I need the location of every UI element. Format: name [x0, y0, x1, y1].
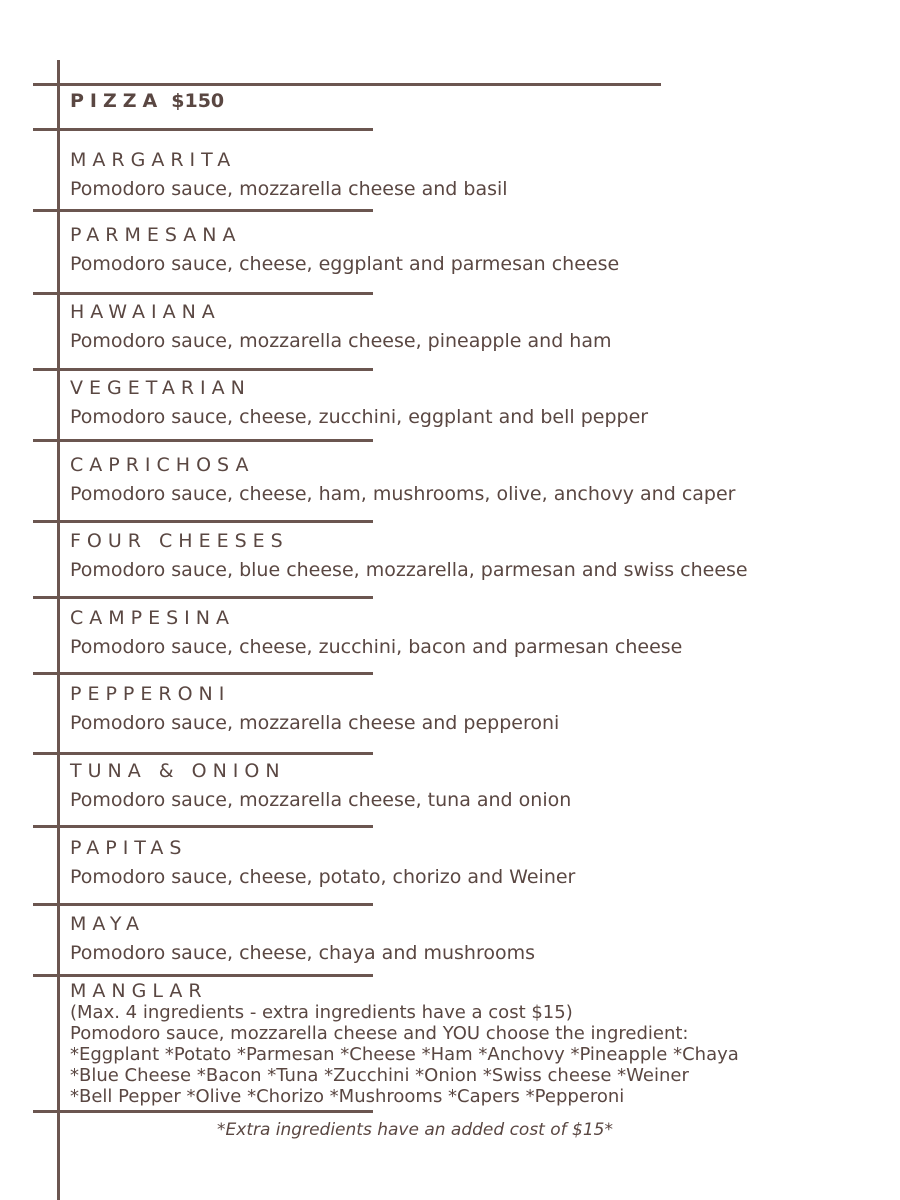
menu-item-description: Pomodoro sauce, cheese, zucchini, bacon and parmesan cheese	[70, 636, 683, 658]
section-header	[70, 90, 224, 112]
manglar-ingredients-line: *Blue Cheese *Bacon *Tuna *Zucchini *Onion *Swiss cheese *Weiner	[70, 1065, 689, 1086]
menu-item-description: Pomodoro sauce, mozzarella cheese, pineapple and ham	[70, 330, 612, 352]
menu-item-hawaiana	[70, 300, 870, 354]
menu-item-maya	[70, 912, 870, 966]
menu-item-description: Pomodoro sauce, mozzarella cheese and pepperoni	[70, 712, 560, 734]
manglar-note: (Max. 4 ingredients - extra ingredients have a cost $15)	[70, 1002, 573, 1023]
header-rule	[33, 83, 661, 86]
footer-note: *Extra ingredients have an added cost of $15*	[217, 1120, 613, 1140]
menu-item-description: Pomodoro sauce, cheese, chaya and mushrooms	[70, 942, 535, 964]
divider-rule	[33, 752, 373, 755]
divider-rule	[33, 439, 373, 442]
menu-item-manglar	[70, 980, 890, 1107]
menu-item-name: MAYA	[70, 913, 146, 935]
menu-item-name: CAPRICHOSA	[70, 454, 255, 476]
menu-item-name: MARGARITA	[70, 149, 237, 171]
divider-rule	[33, 672, 373, 675]
menu-item-name: PAPITAS	[70, 837, 188, 859]
menu-item-four-cheeses	[70, 529, 870, 583]
menu-item-name: CAMPESINA	[70, 607, 235, 629]
menu-item-description: Pomodoro sauce, cheese, ham, mushrooms, olive, anchovy and caper	[70, 483, 736, 505]
section-title: PIZZA	[70, 90, 164, 112]
menu-item-caprichosa	[70, 453, 870, 507]
menu-item-vegetarian	[70, 376, 870, 430]
divider-rule	[33, 596, 373, 599]
divider-rule	[33, 1110, 373, 1113]
menu-item-margarita	[70, 148, 870, 202]
menu-item-campesina	[70, 606, 870, 660]
manglar-ingredients-line: *Bell Pepper *Olive *Chorizo *Mushrooms *Capers *Pepperoni	[70, 1086, 625, 1107]
menu-item-description: Pomodoro sauce, blue cheese, mozzarella, parmesan and swiss cheese	[70, 559, 748, 581]
menu-item-tuna-onion	[70, 759, 870, 813]
divider-rule	[33, 520, 373, 523]
menu-item-name: MANGLAR	[70, 980, 208, 1002]
menu-item-description: Pomodoro sauce, cheese, eggplant and parmesan cheese	[70, 253, 620, 275]
menu-item-papitas	[70, 836, 870, 890]
menu-item-name: TUNA & ONION	[70, 760, 286, 782]
divider-rule	[33, 128, 373, 131]
divider-rule	[33, 825, 373, 828]
menu-item-name: VEGETARIAN	[70, 377, 251, 399]
divider-rule	[33, 292, 373, 295]
divider-rule	[33, 974, 373, 977]
section-price: $150	[171, 90, 225, 112]
menu-item-name: FOUR CHEESES	[70, 530, 289, 552]
menu-item-description: Pomodoro sauce, mozzarella cheese and basil	[70, 178, 508, 200]
menu-item-name: PEPPERONI	[70, 683, 231, 705]
manglar-description: Pomodoro sauce, mozzarella cheese and YOU choose the ingredient:	[70, 1023, 689, 1044]
menu-item-pepperoni	[70, 682, 870, 736]
menu-item-name: HAWAIANA	[70, 301, 221, 323]
menu-item-description: Pomodoro sauce, cheese, zucchini, eggplant and bell pepper	[70, 406, 649, 428]
divider-rule	[33, 209, 373, 212]
menu-item-description: Pomodoro sauce, cheese, potato, chorizo and Weiner	[70, 866, 576, 888]
menu-item-parmesana	[70, 223, 870, 277]
menu-item-description: Pomodoro sauce, mozzarella cheese, tuna and onion	[70, 789, 572, 811]
manglar-ingredients-line: *Eggplant *Potato *Parmesan *Cheese *Ham *Anchovy *Pineapple *Chaya	[70, 1044, 739, 1065]
divider-rule	[33, 368, 373, 371]
menu-item-name: PARMESANA	[70, 224, 242, 246]
menu-vertical-rule	[57, 60, 60, 1200]
divider-rule	[33, 903, 373, 906]
